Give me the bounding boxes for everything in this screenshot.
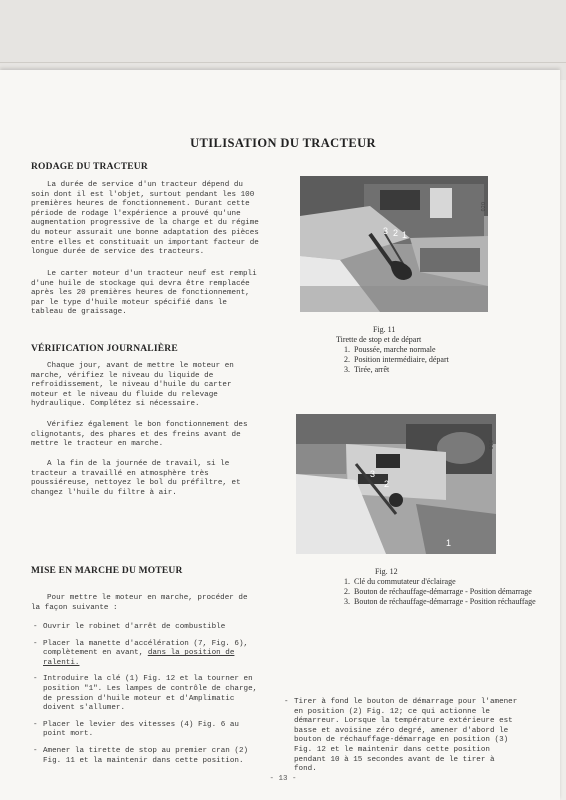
- startup-step-underlined: dans la position de ralenti.: [43, 649, 235, 667]
- startup-step: [31, 640, 263, 669]
- page-number: - 13 -: [269, 775, 297, 783]
- mise-en-marche-intro: Pour mettre le moteur en marche, procéder de la façon suivante :: [31, 594, 248, 612]
- startup-steps-list-continued: [282, 698, 518, 782]
- fig12-caption-item: 2. Bouton de réchauffage-démarrage - Position démarrage: [352, 587, 552, 597]
- section-heading-verification: VÉRIFICATION JOURNALIÈRE: [31, 344, 178, 354]
- background-sheet: [0, 0, 566, 80]
- fig12-caption-item: 3. Bouton de réchauffage-démarrage - Position réchauffage: [352, 597, 552, 607]
- startup-steps-list: [31, 623, 263, 773]
- verification-paragraph-1: Chaque jour, avant de mettre le moteur en marche, vérifiez le niveau du liquide de refroidissement, le niveau d'huile du carter moteur et le niveau du fluide du relevage hydraulique. Complétez si nécessaire.: [31, 362, 234, 409]
- fig12-photo: [296, 414, 496, 554]
- fig11-label: Fig. 11: [373, 325, 396, 334]
- fig11-marker-2: 2: [393, 228, 399, 238]
- verification-paragraph-2: Vérifiez également le bon fonctionnement des clignotants, des phares et des freins avant de mettre le tracteur en marche.: [31, 421, 248, 449]
- startup-step: - Placer le levier des vitesses (4) Fig. 6 au point mort.: [31, 721, 263, 740]
- fig11-caption-list: [312, 345, 552, 375]
- fig11-photo: [300, 176, 488, 312]
- fig11-caption-title: Tirette de stop et de départ: [336, 335, 422, 344]
- startup-step: - Amener la tirette de stop au premier cran (2) Fig. 11 et la maintenir dans cette position.: [31, 747, 263, 766]
- page-title: UTILISATION DU TRACTEUR: [190, 136, 376, 150]
- fig12-reference: 019: [489, 440, 495, 450]
- section-heading-rodage: RODAGE DU TRACTEUR: [31, 162, 148, 172]
- fig11-caption-item: 3. Tirée, arrêt: [352, 365, 552, 375]
- fig11-marker-1: 1: [402, 230, 408, 240]
- fig11-reference: 020: [481, 202, 487, 212]
- fig12-caption-item: 1. Clé du commutateur d'éclairage: [352, 577, 552, 587]
- fig12-caption-list: [312, 577, 552, 607]
- startup-step: - Ouvrir le robinet d'arrêt de combustible: [31, 623, 263, 633]
- rodage-paragraph-1: La durée de service d'un tracteur dépend du soin dont il est l'objet, surtout pendant les 100 premières heures de fonctionnement. Durant cette période de rodage l'expérience a prouvé qu'une augmentation progressive de la charge et du régime du moteur assurait une bonne adaptation des pièces entre elles et constituait un important facteur de longue durée de service des tracteurs.: [31, 181, 259, 257]
- startup-step-text: Placer la manette d'accélération (7, Fig. 6), complètement en avant,: [43, 639, 249, 658]
- fig11-caption-item: 2. Position intermédiaire, départ: [352, 355, 552, 365]
- verification-paragraph-3: A la fin de la journée de travail, si le tracteur a travaillé en atmosphère très poussiéreuse, nettoyez le bol du préfiltre, et changez l'huile du filtre à air.: [31, 460, 241, 497]
- fig12-marker-1: 1: [446, 538, 452, 548]
- fig12-label: Fig. 12: [375, 567, 398, 576]
- fig11-caption-item: 1. Poussée, marche normale: [352, 345, 552, 355]
- fig11-marker-3: 3: [383, 226, 389, 236]
- section-heading-mise-en-marche: MISE EN MARCHE DU MOTEUR: [31, 566, 183, 576]
- startup-step: - Introduire la clé (1) Fig. 12 et la tourner en position "1". Les lampes de contrôle de charge, de pression d'huile moteur et d'Amplimatic doivent s'allumer.: [31, 675, 263, 713]
- fig12-marker-2: 2: [384, 479, 390, 489]
- rodage-paragraph-2: Le carter moteur d'un tracteur neuf est rempli d'une huile de stockage qui devra être remplacée après les 20 premières heures de fonctionnement, par le type d'huile moteur spécifié dans le tableau de graissage.: [31, 270, 257, 317]
- fig12-marker-3: 3: [370, 469, 376, 479]
- startup-step: - Tirer à fond le bouton de démarrage pour l'amener en position (2) Fig. 12; ce qui actionne le démarreur. Lorsque la température extérieure est basse et avoisine zéro degré, amener d'abord le bouton de réchauffage-démarrage en position (3) Fig. 12 et le maintenir dans cette position pendant 10 à 15 secondes avant de le tirer à fond.: [282, 698, 518, 775]
